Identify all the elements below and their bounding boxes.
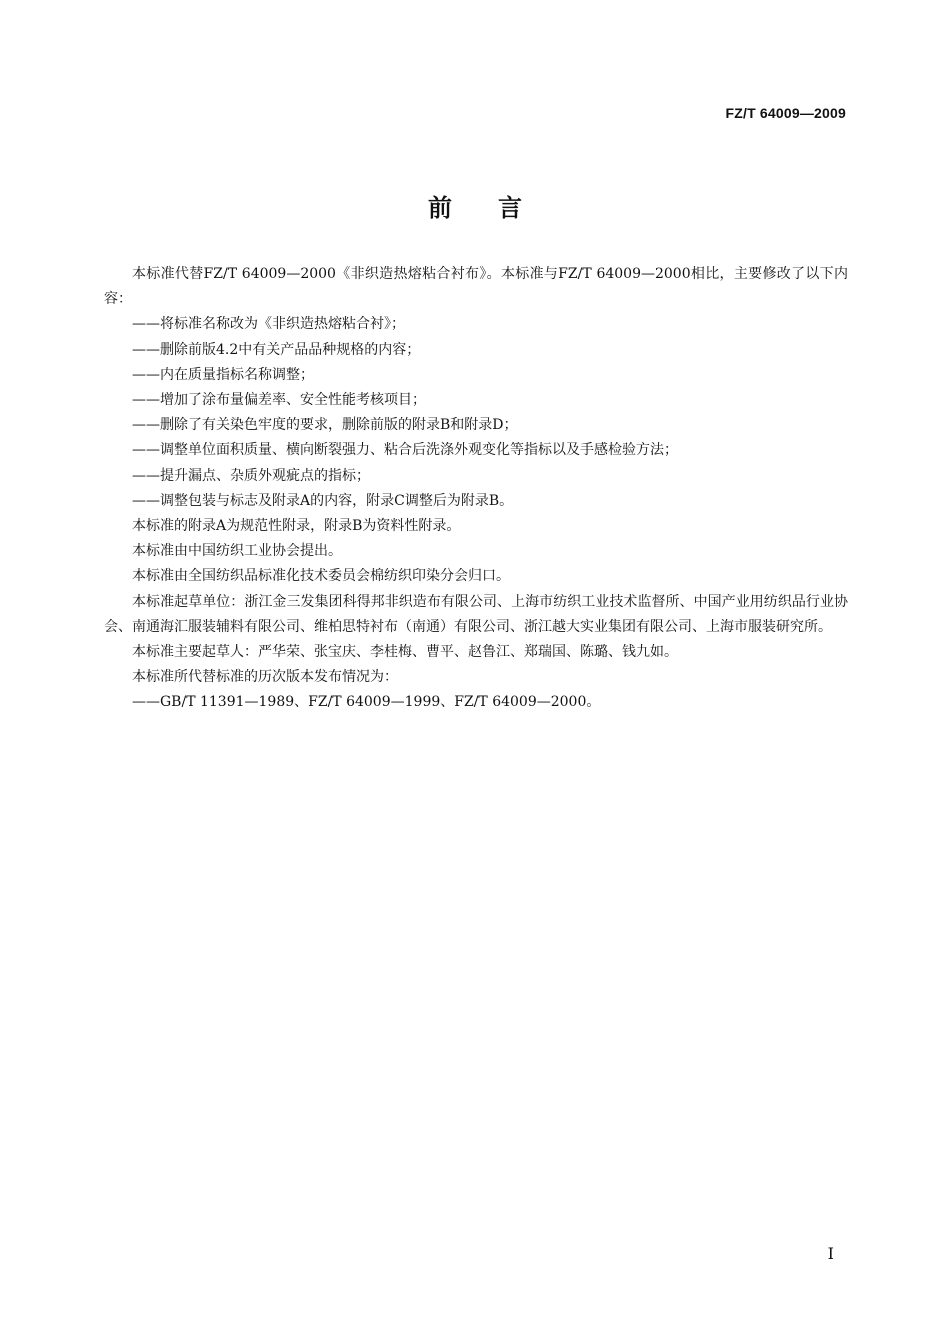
change-item: ——增加了涂布量偏差率、安全性能考核项目； [132,392,426,409]
change-item: ——调整包装与标志及附录A的内容，附录C调整后为附录B。 [132,492,514,509]
intro-paragraph: 本标准代替FZ/T 64009—2000《非织造热熔粘合衬布》。本标准与FZ/T 64009—2000相比，主要修改了以下内容： [104,266,848,308]
page-title [0,188,950,223]
change-item: ——将标准名称改为《非织造热熔粘合衬》； [132,316,405,333]
change-item: ——删除了有关染色牢度的要求，删除前版的附录B和附录D； [132,417,518,434]
page-number: I [827,1244,834,1263]
title-part-1: 前 [428,194,452,222]
history-item: ——GB/T 11391—1989、FZ/T 64009—1999、FZ/T 64009—2000。 [132,694,601,711]
drafting-units-paragraph: 本标准起草单位：浙江金三发集团科得邦非织造布有限公司、上海市纺织工业技术监督所、中国产业用纺织品行业协会、南通海汇服装辅料有限公司、维柏思特衬布（南通）有限公司、浙江越大实业集团有限公司、上海市服装研究所。 [104,593,848,635]
proposer-paragraph: 本标准由中国纺织工业协会提出。 [132,543,342,560]
document-body [104,262,848,716]
centralized-paragraph: 本标准由全国纺织品标准化技术委员会棉纺织印染分会归口。 [132,568,510,585]
drafters-paragraph: 本标准主要起草人：严华荣、张宝庆、李桂梅、曹平、赵鲁江、郑瑞国、陈璐、钱九如。 [132,644,678,661]
change-item: ——内在质量指标名称调整； [132,366,314,383]
standard-number: FZ/T 64009—2009 [725,105,846,121]
change-item: ——提升漏点、杂质外观疵点的指标； [132,467,370,484]
change-item: ——删除前版4.2中有关产品品种规格的内容； [132,341,421,358]
title-part-2: 言 [498,194,522,222]
appendix-paragraph: 本标准的附录A为规范性附录，附录B为资料性附录。 [132,518,461,535]
history-intro-paragraph: 本标准所代替标准的历次版本发布情况为： [132,669,398,686]
change-item: ——调整单位面积质量、横向断裂强力、粘合后洗涤外观变化等指标以及手感检验方法； [132,442,678,459]
